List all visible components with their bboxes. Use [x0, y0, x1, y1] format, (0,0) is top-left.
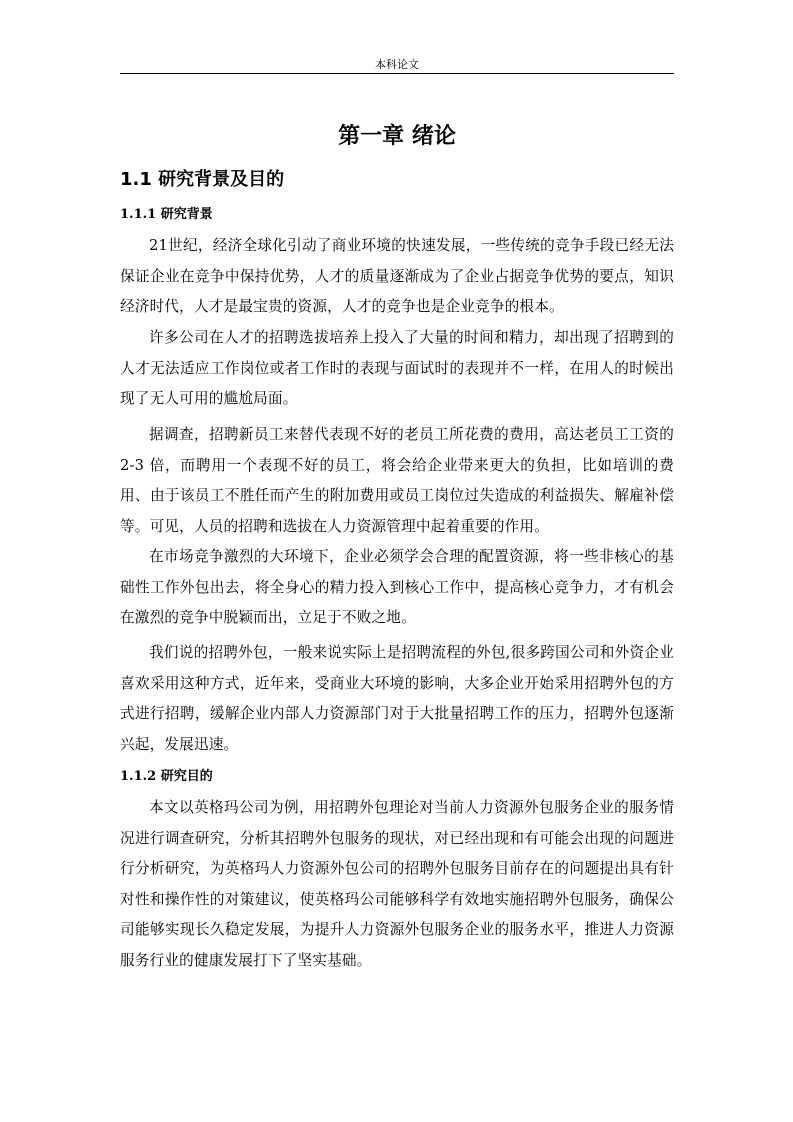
- chapter-title: 第一章 绪论: [338, 124, 456, 149]
- running-header: 本科论文: [375, 58, 419, 71]
- paragraph-background-4: 在市场竞争激烈的大环境下，企业必须学会合理的配置资源，将一些非核心的基础性工作外包出去，将全身心的精力投入到核心工作中，提高核心竞争力，才有机会在激烈的竞争中脱颖而出，立足于不败之地。: [120, 548, 674, 626]
- paragraph-purpose-1: 本文以英格玛公司为例，用招聘外包理论对当前人力资源外包服务企业的服务情况进行调查研究，分析其招聘外包服务的现状，对已经出现和有可能会出现的问题进行分析研究，为英格玛人力资源外包公司的招聘外包服务目前存在的问题提出具有针对性和操作性的对策建议，使英格玛公司能够科学有效地实施招聘外包服务，确保公司能够实现长久稳定发展，为提升人力资源外包服务企业的服务水平，推进人力资源服务行业的健康发展打下了坚实基础。: [120, 799, 674, 969]
- paragraph-background-3: 据调查，招聘新员工来替代表现不好的老员工所花费的费用，高达老员工工资的 2-3 倍，而聘用一个表现不好的员工，将会给企业带来更大的负担，比如培训的费用、由于该员工不胜任而产生的附加费用或员工岗位过失造成的利益损失、解雇补偿等。可见，人员的招聘和选拔在人力资源管理中起着重要的作用。: [120, 426, 674, 535]
- subsection-heading-1-1-2: 1.1.2 研究目的: [120, 769, 213, 784]
- subsection-heading-1-1-1: 1.1.1 研究背景: [120, 207, 213, 222]
- paragraph-background-5: 我们说的招聘外包，一般来说实际上是招聘流程的外包,很多跨国公司和外资企业喜欢采用这种方式，近年来，受商业大环境的影响，大多企业开始采用招聘外包的方式进行招聘，缓解企业内部人力资源部门对于大批量招聘工作的压力，招聘外包逐渐兴起，发展迅速。: [120, 644, 674, 753]
- section-heading-1-1: 1.1 研究背景及目的: [120, 169, 285, 190]
- paragraph-background-2: 许多公司在人才的招聘选拔培养上投入了大量的时间和精力，却出现了招聘到的人才无法适应工作岗位或者工作时的表现与面试时的表现并不一样，在用人的时候出现了无人可用的尴尬局面。: [120, 329, 674, 407]
- header-divider: [120, 73, 674, 74]
- paragraph-background-1: 21世纪，经济全球化引动了商业环境的快速发展，一些传统的竞争手段已经无法保证企业在竞争中保持优势，人才的质量逐渐成为了企业占据竞争优势的要点，知识经济时代，人才是最宝贵的资源，人才的竞争也是企业竞争的根本。: [120, 237, 674, 315]
